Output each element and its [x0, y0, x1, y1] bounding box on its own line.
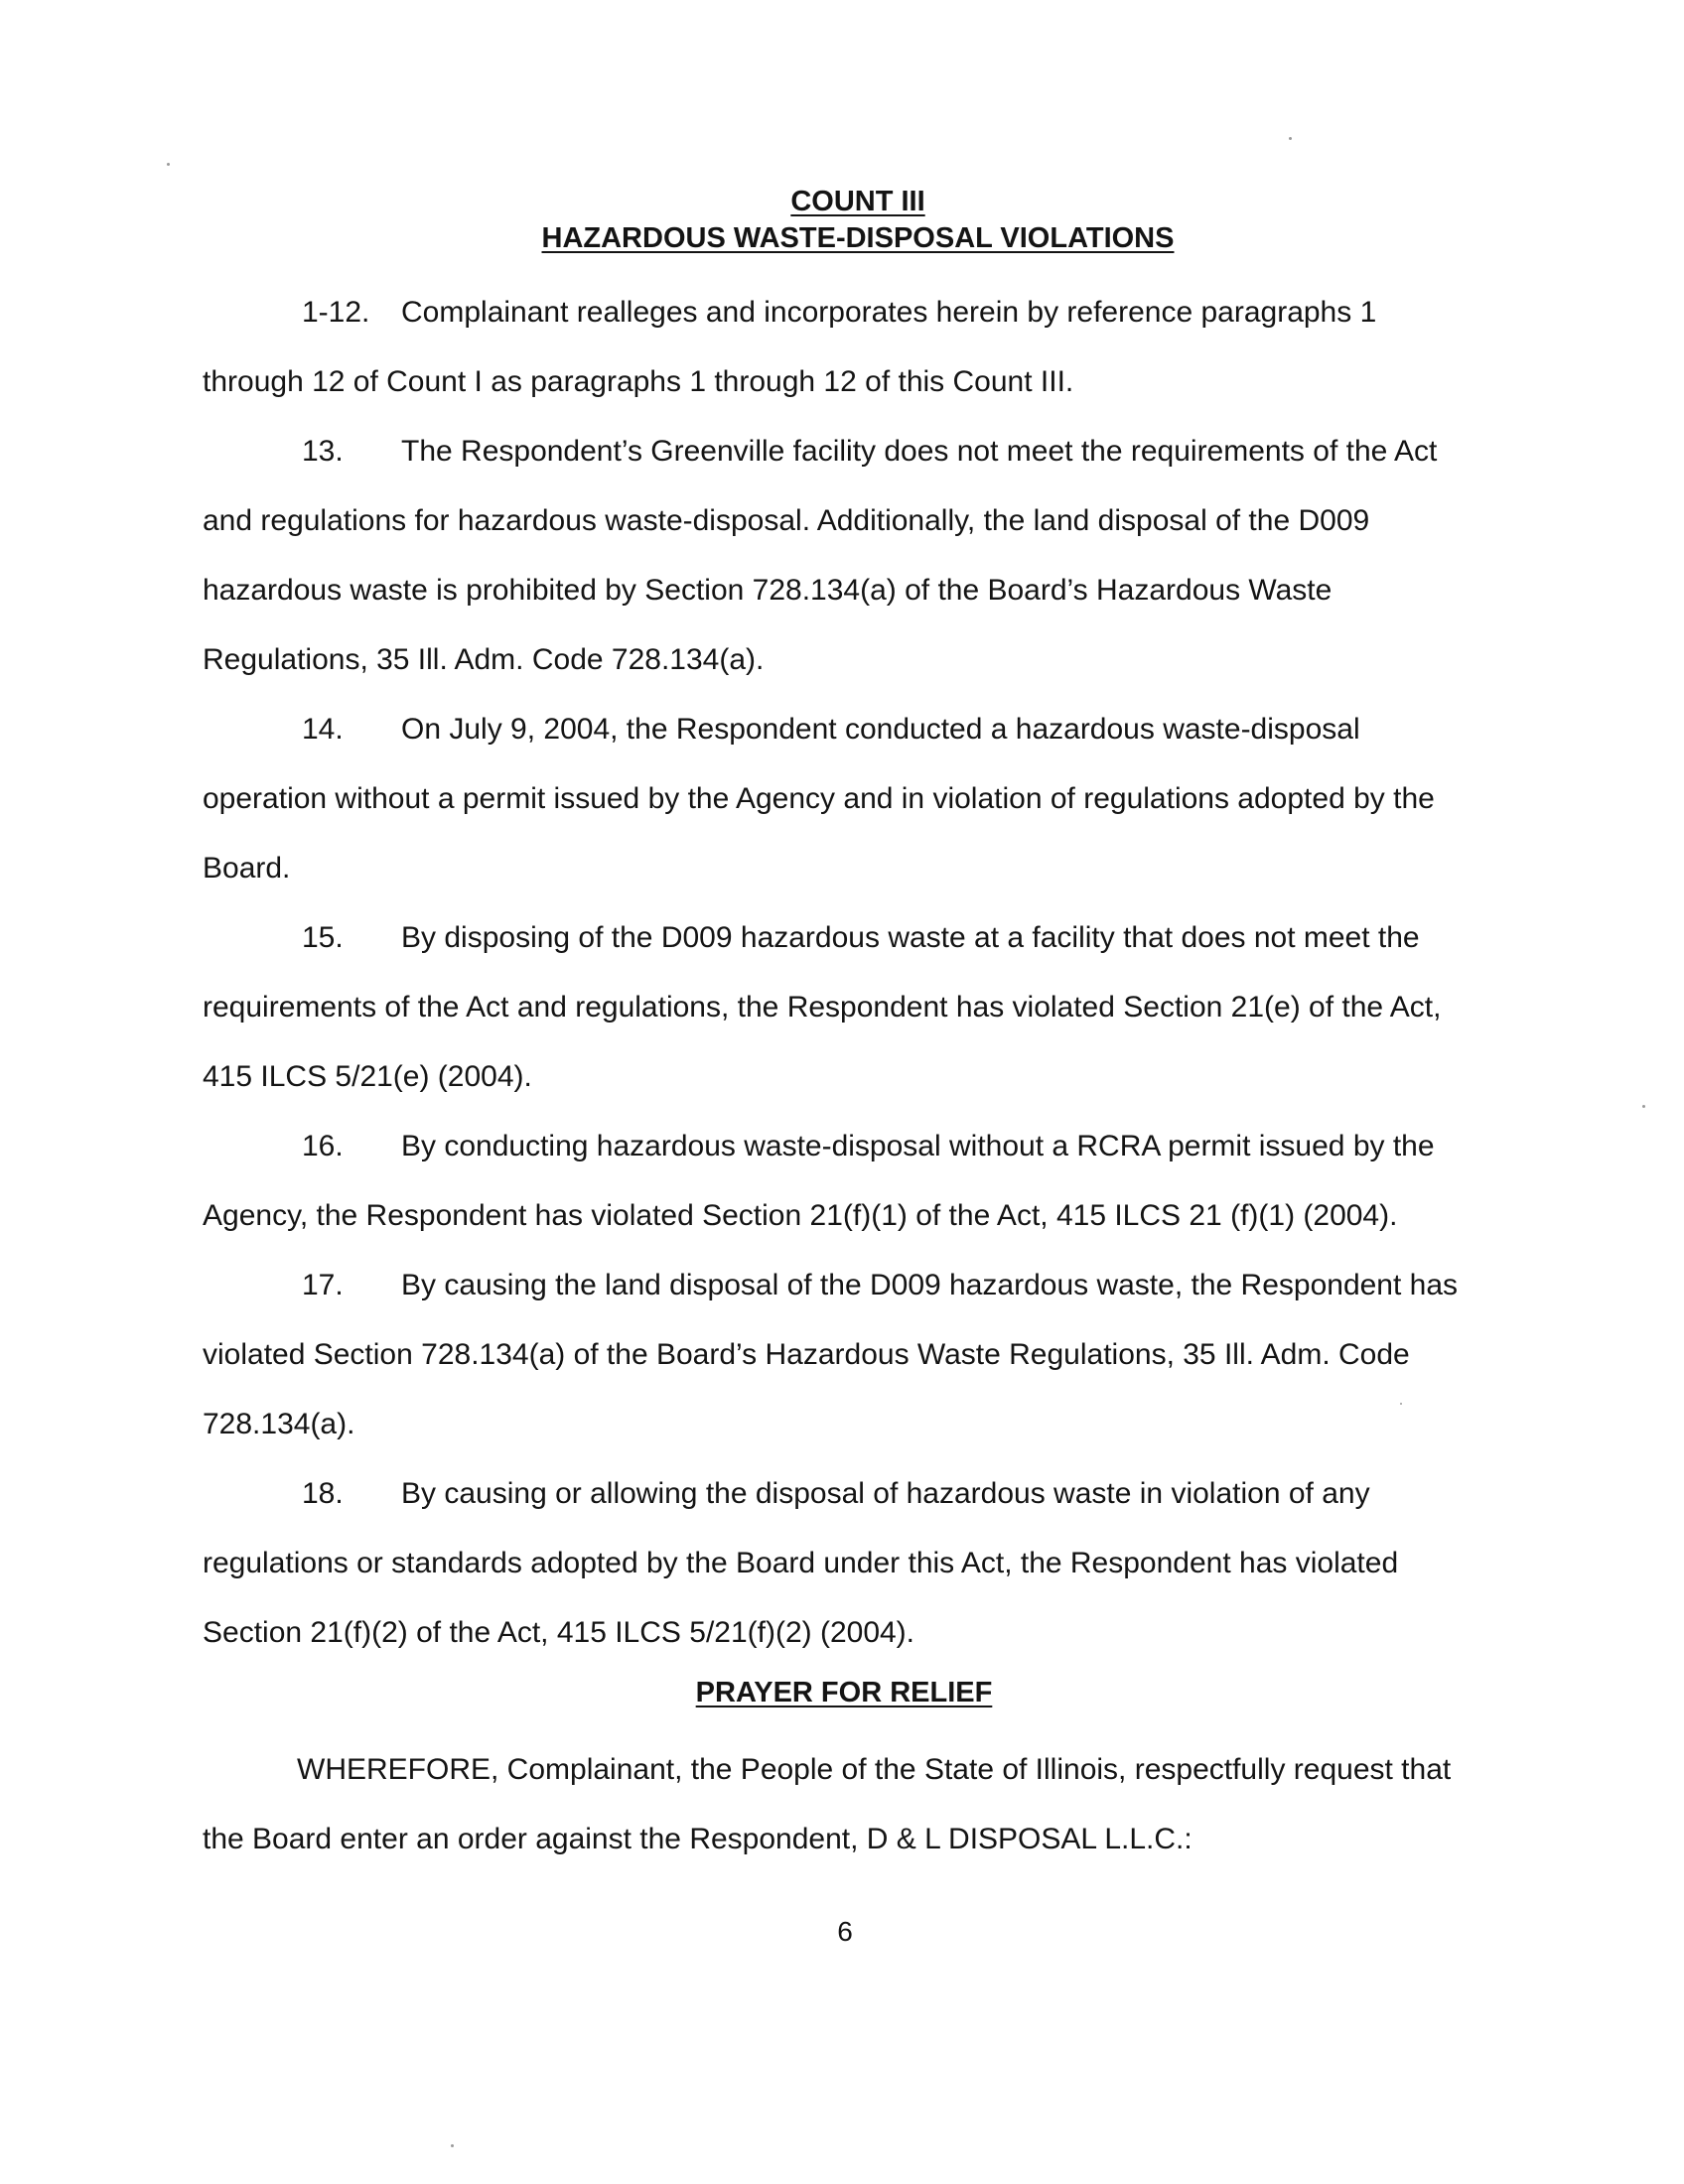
paragraph-17 — [203, 1251, 1483, 1459]
paragraph-15 — [203, 903, 1483, 1112]
paragraph-14 — [203, 695, 1483, 903]
paragraph-text: On July 9, 2004, the Respondent conducted a hazardous waste-disposal operation without a permit issued by the Agency and in violation of regulations adopted by the Board. — [203, 713, 1435, 885]
paragraph-text: By causing the land disposal of the D009 hazardous waste, the Respondent has violated Section 728.134(a) of the Board’s Hazardous Waste Regulations, 35 Ill. Adm. Code 728.134(a). — [203, 1269, 1459, 1440]
paragraph-number: 14. — [302, 713, 344, 746]
paragraph-text: By disposing of the D009 hazardous waste at a facility that does not meet the requirements of the Act and regulations, the Respondent has violated Section 21(e) of the Act, 415 ILCS 5/21(e) (2004). — [203, 921, 1442, 1093]
count-title: COUNT III — [790, 186, 925, 217]
scan-speck — [451, 2144, 454, 2147]
wherefore-paragraph — [203, 1735, 1483, 1874]
paragraph-text: By conducting hazardous waste-disposal without a RCRA permit issued by the Agency, the Respondent has violated Section 21(f)(1) of the Act, 415 ILCS 21 (f)(1) (2004). — [203, 1130, 1435, 1232]
paragraph-13 — [203, 417, 1483, 695]
paragraph-text: By causing or allowing the disposal of hazardous waste in violation of any regulations or standards adopted by the Board under this Act, the Respondent has violated Section 21(f)(2) of the Act, 415 ILCS 5/21(f)(2) (2004). — [203, 1477, 1399, 1649]
paragraph-text: Complainant realleges and incorporates herein by reference paragraphs 1 through 12 of Count I as paragraphs 1 through 12 of this Count III. — [203, 296, 1377, 398]
prayer-for-relief-heading: PRAYER FOR RELIEF — [695, 1677, 993, 1708]
wherefore-text: WHEREFORE, Complainant, the People of the State of Illinois, respectfully request that the Board enter an order against the Respondent, D & L DISPOSAL L.L.C.: — [203, 1753, 1452, 1855]
scan-speck — [1289, 137, 1292, 140]
paragraph-number: 17. — [302, 1269, 344, 1301]
paragraph-number: 18. — [302, 1477, 344, 1510]
paragraph-18 — [203, 1459, 1483, 1668]
paragraph-1-12 — [203, 278, 1483, 417]
scan-speck — [167, 163, 170, 166]
scan-speck — [1400, 1403, 1402, 1405]
scan-speck — [1642, 1105, 1645, 1108]
paragraph-number: 1-12. — [302, 296, 370, 329]
paragraph-16 — [203, 1112, 1483, 1251]
paragraph-number: 15. — [302, 921, 344, 954]
paragraph-text: The Respondent’s Greenville facility does not meet the requirements of the Act and regulations for hazardous waste-disposal. Additionally, the land disposal of the D009 hazardous waste is prohibited by Section 728.134(a) of the Board’s Hazardous Waste Regulations, 35 Ill. Adm. Code 728.134(a). — [203, 435, 1438, 676]
paragraph-number: 13. — [302, 435, 344, 468]
paragraph-number: 16. — [302, 1130, 344, 1162]
page-number: 6 — [837, 1916, 853, 1947]
count-subtitle: HAZARDOUS WASTE-DISPOSAL VIOLATIONS — [541, 222, 1175, 254]
